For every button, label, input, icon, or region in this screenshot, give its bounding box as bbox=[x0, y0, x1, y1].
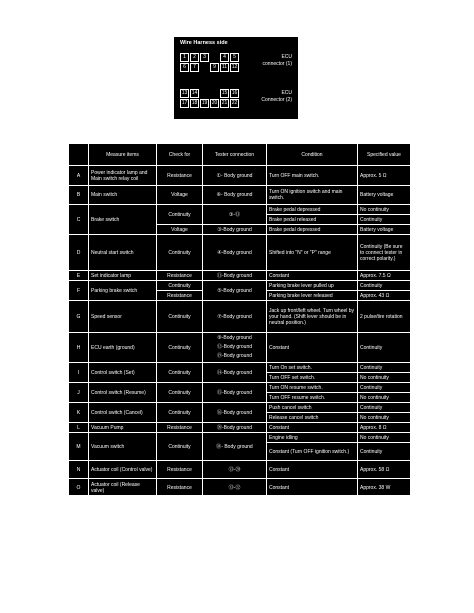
table-row bbox=[69, 271, 411, 281]
specified-value: Approx. 8 Ω bbox=[358, 423, 411, 433]
header-cell: Check for bbox=[157, 144, 203, 166]
table-row bbox=[69, 281, 411, 291]
specified-value: No continuity bbox=[358, 373, 411, 383]
connector-1-label-line: ECU bbox=[281, 54, 292, 60]
pin-blank bbox=[210, 53, 219, 62]
check-for: Resistance bbox=[157, 166, 203, 186]
tester-connection: ⑭-Body ground bbox=[203, 363, 267, 383]
measure-item: Control switch (Set) bbox=[89, 363, 157, 383]
condition: Jack up front/left wheel. Turn wheel by your hand. (Shift lever should be in neutral position.) bbox=[267, 301, 358, 333]
table-row bbox=[69, 166, 411, 186]
tester-connection: ④-Body ground bbox=[203, 235, 267, 271]
specified-value: Approx. 43 Ω bbox=[358, 291, 411, 301]
check-for: Continuity bbox=[157, 205, 203, 225]
header-cell: Specified value bbox=[358, 144, 411, 166]
measure-item: Brake switch bbox=[89, 205, 157, 235]
pin: 2 bbox=[190, 53, 199, 62]
measure-item: Parking brake switch bbox=[89, 281, 157, 301]
condition: Turn OFF set switch. bbox=[267, 373, 358, 383]
pin: 6 bbox=[180, 63, 189, 72]
specified-value: Approx. 58 Ω bbox=[358, 461, 411, 479]
check-for: Resistance bbox=[157, 271, 203, 281]
row-id: C bbox=[69, 205, 89, 235]
pin: 11 bbox=[221, 64, 228, 70]
pin: 17 bbox=[181, 100, 188, 106]
condition: Constant (Turn OFF ignition switch.) bbox=[267, 443, 358, 461]
pin: 21 bbox=[221, 100, 228, 106]
condition: Turn OFF resume switch. bbox=[267, 393, 358, 403]
connector-1-label bbox=[263, 54, 292, 68]
pin: 4 bbox=[220, 53, 229, 62]
row-id: I bbox=[69, 363, 89, 383]
row-id: A bbox=[69, 166, 89, 186]
tester-connection bbox=[203, 333, 267, 363]
condition: Constant bbox=[267, 271, 358, 281]
measure-item: Actuator coil (Control valve) bbox=[89, 461, 157, 479]
row-id: B bbox=[69, 186, 89, 205]
pin: 13 bbox=[181, 90, 188, 96]
check-for: Continuity bbox=[157, 281, 203, 291]
tester-line: ⑲-Body ground bbox=[216, 353, 253, 359]
table-row bbox=[69, 433, 411, 443]
condition: Brake pedal depressed bbox=[267, 225, 358, 235]
header-cell: Measure items bbox=[89, 144, 157, 166]
condition: Constant bbox=[267, 479, 358, 497]
tester-connection: ⑥- Body ground bbox=[203, 186, 267, 205]
pin: 14 bbox=[191, 90, 198, 96]
inspection-table bbox=[68, 143, 410, 495]
table-row bbox=[69, 205, 411, 215]
table-row bbox=[69, 333, 411, 363]
condition: Constant bbox=[267, 333, 358, 363]
condition: Parking brake lever pulled up bbox=[267, 281, 358, 291]
table-row bbox=[69, 479, 411, 497]
tester-connection: ⑳-Body ground bbox=[203, 423, 267, 433]
specified-value: No continuity bbox=[358, 393, 411, 403]
condition: Turn OFF main switch. bbox=[267, 166, 358, 186]
row-id: F bbox=[69, 281, 89, 301]
measure-item: Vacuum switch bbox=[89, 433, 157, 461]
condition: Turn ON ignition switch and main switch. bbox=[267, 186, 358, 205]
measure-item: Main switch bbox=[89, 186, 157, 205]
tester-connection: ⑯-Body ground bbox=[203, 403, 267, 423]
condition: Brake pedal depressed bbox=[267, 205, 358, 215]
row-id: J bbox=[69, 383, 89, 403]
tester-connection: ⑦-Body ground bbox=[203, 301, 267, 333]
tester-line: ⑫-Body ground bbox=[216, 344, 253, 350]
pin: 19 bbox=[201, 100, 208, 106]
pin: 9 bbox=[210, 63, 219, 72]
measure-item: Power indicator lamp and Main switch relay coil bbox=[89, 166, 157, 186]
tester-connection: ⑱- Body ground bbox=[203, 433, 267, 461]
condition: Turn ON resume switch. bbox=[267, 383, 358, 393]
pin: 18 bbox=[191, 100, 198, 106]
specified-value: Continuity (Be sure to connect tester in correct polarity.) bbox=[358, 235, 411, 271]
row-id: M bbox=[69, 433, 89, 461]
pin: 3 bbox=[200, 53, 209, 62]
connector-2-label-line: ECU bbox=[281, 90, 292, 96]
connector-diagram bbox=[174, 37, 298, 119]
tester-connection: ⑬-⑳ bbox=[203, 461, 267, 479]
condition: Push cancel switch bbox=[267, 403, 358, 413]
check-for: Continuity bbox=[157, 363, 203, 383]
check-for: Voltage bbox=[157, 225, 203, 235]
tester-connection: ⑤-Body ground bbox=[203, 281, 267, 301]
specified-value: No continuity bbox=[358, 413, 411, 423]
specified-value: Battery voltage bbox=[358, 225, 411, 235]
pin-blank bbox=[200, 63, 209, 72]
condition: Engine idling bbox=[267, 433, 358, 443]
measure-item: Set indicator lamp bbox=[89, 271, 157, 281]
pin: 12 bbox=[231, 64, 238, 70]
connector-1-label-line: connector (1) bbox=[262, 61, 292, 67]
specified-value: Continuity bbox=[358, 383, 411, 393]
pin: 7 bbox=[190, 63, 199, 72]
pin: 22 bbox=[231, 100, 238, 106]
header-cell: Condition bbox=[267, 144, 358, 166]
table-row bbox=[69, 301, 411, 333]
specified-value: Approx. 38 W bbox=[358, 479, 411, 497]
condition: Constant bbox=[267, 423, 358, 433]
table-header-row bbox=[69, 144, 411, 166]
pin-blank bbox=[210, 89, 219, 98]
tester-connection: ①- Body ground bbox=[203, 166, 267, 186]
measure-item: Control switch (Cancel) bbox=[89, 403, 157, 423]
specified-value: Approx. 7.5 Ω bbox=[358, 271, 411, 281]
header-cell: Tester connection bbox=[203, 144, 267, 166]
row-id: O bbox=[69, 479, 89, 497]
row-id: H bbox=[69, 333, 89, 363]
check-for: Continuity bbox=[157, 235, 203, 271]
row-id: E bbox=[69, 271, 89, 281]
table-row bbox=[69, 363, 411, 373]
table-row bbox=[69, 423, 411, 433]
pin: 16 bbox=[231, 90, 238, 96]
specified-value: Continuity bbox=[358, 281, 411, 291]
check-for: Continuity bbox=[157, 403, 203, 423]
table-row bbox=[69, 186, 411, 205]
tester-connection: ⑮-Body ground bbox=[203, 383, 267, 403]
measure-item: Speed sensor bbox=[89, 301, 157, 333]
specified-value: Continuity bbox=[358, 363, 411, 373]
specified-value: 2 pulse/tire rotation bbox=[358, 301, 411, 333]
check-for: Resistance bbox=[157, 461, 203, 479]
row-id: D bbox=[69, 235, 89, 271]
pin-blank bbox=[200, 89, 209, 98]
tester-connection: ③-Body ground bbox=[203, 225, 267, 235]
specified-value: Continuity bbox=[358, 403, 411, 413]
condition: Parking brake lever released bbox=[267, 291, 358, 301]
table-row bbox=[69, 461, 411, 479]
measure-item: Control switch (Resume) bbox=[89, 383, 157, 403]
condition: Turn On set switch. bbox=[267, 363, 358, 373]
row-id: N bbox=[69, 461, 89, 479]
condition: Constant bbox=[267, 461, 358, 479]
measure-item: ECU earth (ground) bbox=[89, 333, 157, 363]
row-id: K bbox=[69, 403, 89, 423]
table-row bbox=[69, 235, 411, 271]
check-for: Continuity bbox=[157, 301, 203, 333]
tester-connection: ③-⑬ bbox=[203, 205, 267, 225]
specified-value: Continuity bbox=[358, 333, 411, 363]
tester-connection: ⑬-㉒ bbox=[203, 479, 267, 497]
table-row bbox=[69, 403, 411, 413]
header-cell bbox=[69, 144, 89, 166]
check-for: Resistance bbox=[157, 423, 203, 433]
condition: Release cancel switch bbox=[267, 413, 358, 423]
condition: Shifted into "N" or "P" range bbox=[267, 235, 358, 271]
pin: 20 bbox=[211, 100, 218, 106]
measure-item: Vacuum Pump bbox=[89, 423, 157, 433]
connector-1 bbox=[180, 53, 239, 72]
condition: Brake pedal released bbox=[267, 215, 358, 225]
check-for: Continuity bbox=[157, 333, 203, 363]
diagram-title: Wire Harness side bbox=[180, 40, 228, 46]
specified-value: No continuity bbox=[358, 205, 411, 215]
specified-value: No continuity bbox=[358, 433, 411, 443]
connector-2-label bbox=[261, 90, 292, 104]
check-for: Resistance bbox=[157, 479, 203, 497]
check-for: Resistance bbox=[157, 291, 203, 301]
row-id: G bbox=[69, 301, 89, 333]
specified-value: Battery voltage bbox=[358, 186, 411, 205]
check-for: Continuity bbox=[157, 433, 203, 461]
pin: 1 bbox=[180, 53, 189, 62]
table-row bbox=[69, 383, 411, 393]
measure-item: Neutral start switch bbox=[89, 235, 157, 271]
specified-value: Approx. 5 Ω bbox=[358, 166, 411, 186]
pin: 15 bbox=[221, 90, 228, 96]
check-for: Voltage bbox=[157, 186, 203, 205]
measure-item: Actuator coil (Release valve) bbox=[89, 479, 157, 497]
connector-2 bbox=[180, 89, 239, 108]
connector-2-label-line: Connector (2) bbox=[261, 97, 292, 103]
specified-value: Continuity bbox=[358, 443, 411, 461]
specified-value: Continuity bbox=[358, 215, 411, 225]
row-id: L bbox=[69, 423, 89, 433]
pin: 5 bbox=[230, 53, 239, 62]
check-for: Continuity bbox=[157, 383, 203, 403]
tester-line: ⑨-Body ground bbox=[217, 335, 252, 341]
tester-connection: ⑪-Body ground bbox=[203, 271, 267, 281]
